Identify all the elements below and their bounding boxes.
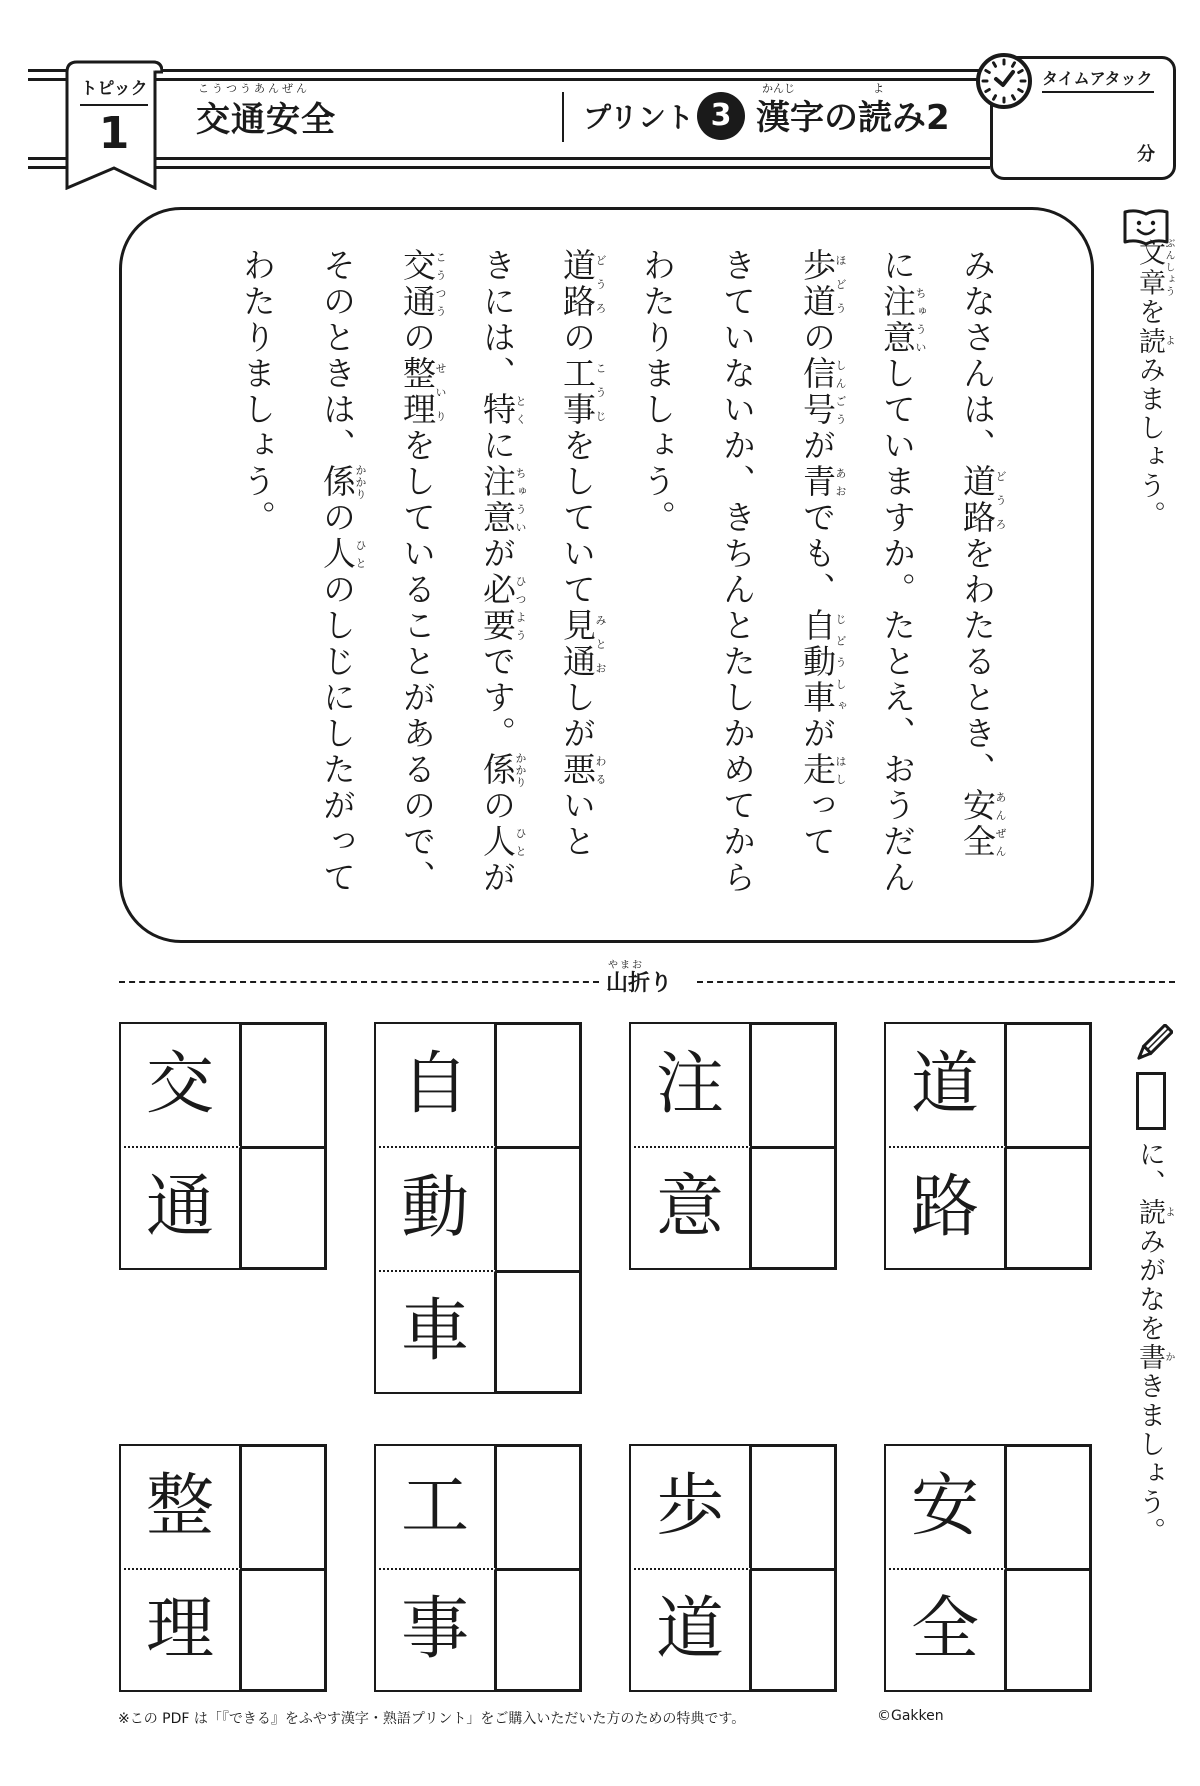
- reading-answer-field[interactable]: [242, 1444, 327, 1568]
- ruby-word: [798, 608, 847, 716]
- word-box: [374, 1022, 582, 1394]
- furigana: こうつう: [434, 248, 447, 320]
- kanji-cell: 注: [629, 1022, 752, 1146]
- kanji: 道路: [958, 464, 997, 536]
- reading-answer-field[interactable]: [242, 1022, 327, 1146]
- fold-label: 山折り: [606, 971, 673, 996]
- furigana: ひつよう: [514, 572, 527, 644]
- passage-column: [557, 248, 607, 860]
- instr-text: みましょう。: [1134, 355, 1165, 530]
- text: でも、: [798, 500, 837, 608]
- ruby-word: [478, 392, 527, 428]
- instr-kanji: 読: [1134, 1198, 1165, 1227]
- reading-instruction: [1130, 238, 1174, 530]
- ruby-word: [798, 248, 847, 320]
- text: って: [798, 788, 837, 860]
- ruby-word: [478, 824, 527, 860]
- instr-kanji: 読: [1134, 326, 1165, 356]
- print-number-badge: 3: [697, 92, 745, 140]
- subtitle-ruby-kanji: かんじ: [762, 82, 795, 95]
- furigana: どうろ: [594, 248, 607, 320]
- text: をわたるとき、: [958, 536, 997, 788]
- kanji: 人: [478, 824, 517, 860]
- word-row: [374, 1568, 582, 1692]
- text: わたりましょう。: [638, 248, 677, 536]
- topic-number: 1: [98, 108, 130, 159]
- kanji-cell: 車: [374, 1270, 497, 1394]
- text: をしていて: [558, 428, 597, 608]
- word-row: [119, 1146, 327, 1270]
- header-top-line-2: [28, 78, 988, 81]
- word-box: [119, 1444, 327, 1692]
- topic-divider: [80, 104, 148, 106]
- furigana: こうじ: [594, 356, 607, 428]
- subtitle-part: 読: [858, 98, 892, 138]
- text: の: [798, 320, 837, 356]
- kanji: 特: [478, 392, 517, 428]
- reading-answer-field[interactable]: [1007, 1146, 1092, 1270]
- furigana: ひと: [354, 536, 367, 572]
- kanji: 注意: [478, 464, 517, 536]
- instr-ruby: ぶんしょう: [1163, 238, 1174, 298]
- furigana: ちゅうい: [514, 464, 527, 536]
- passage-column: [397, 248, 447, 896]
- kanji: 道路: [558, 248, 597, 320]
- furigana: ひと: [514, 824, 527, 860]
- kanji-cell: 通: [119, 1146, 242, 1270]
- header-bottom-line-1: [28, 157, 990, 160]
- word-row: [119, 1022, 327, 1146]
- furigana: はし: [834, 752, 847, 788]
- ruby-word: [798, 752, 847, 788]
- ruby-word: [798, 356, 847, 428]
- title-ruby: こうつうあんぜん: [198, 82, 310, 95]
- text: のしじにしたがって: [318, 572, 357, 896]
- text: が: [478, 536, 517, 572]
- kanji-cell: 道: [884, 1022, 1007, 1146]
- topic-label: トピック: [80, 79, 148, 99]
- kanji-cell: 意: [629, 1146, 752, 1270]
- time-attack-divider: [1042, 91, 1154, 93]
- instr-text: みがなを: [1134, 1227, 1165, 1343]
- fold-line-left: [119, 981, 599, 983]
- word-box: [629, 1022, 837, 1270]
- word-row: [629, 1022, 837, 1146]
- word-row: [374, 1270, 582, 1394]
- furigana: せいり: [434, 356, 447, 428]
- subtitle-part: み2: [892, 98, 950, 138]
- word-row: [374, 1146, 582, 1270]
- header-top-line-1: [28, 69, 988, 72]
- word-row: [629, 1444, 837, 1568]
- word-box: [884, 1022, 1092, 1270]
- reading-answer-field[interactable]: [497, 1022, 582, 1146]
- kanji: 係: [318, 464, 357, 500]
- ruby-word: [318, 464, 367, 500]
- reading-answer-field[interactable]: [497, 1146, 582, 1270]
- text: です。: [478, 644, 517, 752]
- text: をしていることがあるので、: [398, 428, 437, 896]
- instr-text: に、: [1134, 1140, 1165, 1198]
- reading-answer-field[interactable]: [752, 1022, 837, 1146]
- furigana: どうろ: [994, 464, 1007, 536]
- reading-answer-field[interactable]: [1007, 1022, 1092, 1146]
- text: きには、: [478, 248, 517, 392]
- text: していますか。たとえ、おうだん: [878, 356, 917, 896]
- kanji-cell: 自: [374, 1022, 497, 1146]
- reading-answer-field[interactable]: [1007, 1568, 1092, 1692]
- copyright: ©Gakken: [877, 1708, 944, 1724]
- reading-answer-field[interactable]: [242, 1568, 327, 1692]
- reading-answer-field[interactable]: [497, 1270, 582, 1394]
- passage-column: [237, 248, 277, 536]
- kanji-cell: 路: [884, 1146, 1007, 1270]
- passage-column: [957, 248, 1007, 860]
- kanji: 整理: [398, 356, 437, 428]
- ruby-word: [478, 572, 527, 644]
- word-row: [884, 1146, 1092, 1270]
- reading-answer-field[interactable]: [497, 1568, 582, 1692]
- kanji-cell: 事: [374, 1568, 497, 1692]
- word-box: [119, 1022, 327, 1270]
- kanji: 交通: [398, 248, 437, 320]
- ruby-word: [398, 248, 447, 320]
- instr-text: を: [1134, 297, 1165, 327]
- fold-line-right: [697, 981, 1175, 983]
- text: に: [478, 428, 517, 464]
- kanji: 信号: [798, 356, 837, 428]
- instr-ruby: よ: [1163, 1198, 1174, 1227]
- kanji: 工事: [558, 356, 597, 428]
- ruby-word: [878, 284, 927, 356]
- ruby-word: [798, 464, 847, 500]
- page-title: 交通安全: [196, 100, 336, 140]
- subtitle-ruby-yomi: よ: [873, 82, 884, 95]
- sample-answer-box-icon: [1136, 1072, 1166, 1130]
- text: きていないか、きちんとたしかめてから: [718, 248, 757, 896]
- subtitle-part: の: [824, 98, 858, 138]
- fold-ruby: やまお: [608, 960, 644, 971]
- ruby-word: [478, 752, 527, 788]
- furigana: ちゅうい: [914, 284, 927, 356]
- text: の: [478, 788, 517, 824]
- passage-column: [637, 248, 677, 536]
- subtitle-part: 漢字: [756, 98, 824, 138]
- text: そのときは、: [318, 248, 357, 464]
- reading-answer-field[interactable]: [752, 1146, 837, 1270]
- word-box: [629, 1444, 837, 1692]
- word-row: [119, 1568, 327, 1692]
- word-box: [374, 1444, 582, 1692]
- clock-icon: [975, 52, 1033, 110]
- ruby-word: [958, 788, 1007, 860]
- kanji: 見通: [558, 608, 597, 680]
- text: いと: [558, 788, 597, 860]
- kanji: 人: [318, 536, 357, 572]
- time-unit-minutes: 分: [1137, 144, 1155, 165]
- subtitle: [756, 90, 950, 139]
- reading-answer-field[interactable]: [752, 1444, 837, 1568]
- word-box: [884, 1444, 1092, 1692]
- kanji: 必要: [478, 572, 517, 644]
- ruby-word: [318, 536, 367, 572]
- ruby-word: [558, 356, 607, 428]
- furigana: みとお: [594, 608, 607, 680]
- instr-ruby: よ: [1163, 326, 1174, 356]
- kanji-cell: 工: [374, 1444, 497, 1568]
- kanji-cell: 動: [374, 1146, 497, 1270]
- ruby-word: [958, 464, 1007, 536]
- footer-note: ※この PDF は「『できる』をふやす漢字・熟語プリント」をご購入いただいた方のための特典です。: [118, 1711, 746, 1727]
- kanji-cell: 全: [884, 1568, 1007, 1692]
- word-row: [374, 1444, 582, 1568]
- header-separator: [562, 92, 564, 142]
- kanji-cell: 歩: [629, 1444, 752, 1568]
- word-row: [884, 1022, 1092, 1146]
- passage-column: [317, 248, 367, 896]
- reading-answer-field[interactable]: [752, 1568, 837, 1692]
- text: が: [798, 428, 837, 464]
- text: みなさんは、: [958, 248, 997, 464]
- furigana: しんごう: [834, 356, 847, 428]
- time-attack-label: タイムアタック: [1042, 69, 1153, 88]
- kanji-cell: 交: [119, 1022, 242, 1146]
- furigana: あお: [834, 464, 847, 500]
- kanji: 走: [798, 752, 837, 788]
- reading-answer-field[interactable]: [1007, 1444, 1092, 1568]
- furigana: ほどう: [834, 248, 847, 320]
- furigana: かかり: [354, 464, 367, 500]
- furigana: かかり: [514, 752, 527, 788]
- print-label: プリント: [583, 101, 694, 134]
- reading-answer-field[interactable]: [497, 1444, 582, 1568]
- word-row: [884, 1568, 1092, 1692]
- text: が: [798, 716, 837, 752]
- ruby-word: [558, 248, 607, 320]
- text: の: [558, 320, 597, 356]
- word-row: [629, 1568, 837, 1692]
- word-row: [374, 1022, 582, 1146]
- passage-column: [797, 248, 847, 860]
- furigana: とく: [514, 392, 527, 428]
- ruby-word: [478, 464, 527, 536]
- passage-column: [477, 248, 527, 896]
- furigana: じどうしゃ: [834, 608, 847, 716]
- word-row: [629, 1146, 837, 1270]
- word-row: [884, 1444, 1092, 1568]
- kanji: 注意: [878, 284, 917, 356]
- instr-text: きましょう。: [1134, 1372, 1165, 1546]
- ruby-word: [398, 356, 447, 428]
- instr-ruby: か: [1163, 1343, 1174, 1372]
- text: が: [478, 860, 517, 896]
- kanji: 係: [478, 752, 517, 788]
- furigana: あんぜん: [994, 788, 1007, 860]
- kanji-cell: 整: [119, 1444, 242, 1568]
- reading-answer-field[interactable]: [242, 1146, 327, 1270]
- kanji-cell: 理: [119, 1568, 242, 1692]
- text: しが: [558, 680, 597, 752]
- kanji-cell: 安: [884, 1444, 1007, 1568]
- instr-kanji: 書: [1134, 1343, 1165, 1372]
- kanji: 安全: [958, 788, 997, 860]
- text: に: [878, 248, 917, 284]
- passage-column: [717, 248, 757, 896]
- kanji: 青: [798, 464, 837, 500]
- writing-instruction: [1130, 1140, 1174, 1546]
- ruby-word: [558, 608, 607, 680]
- kanji: 悪: [558, 752, 597, 788]
- text: わたりましょう。: [238, 248, 277, 536]
- kanji: 歩道: [798, 248, 837, 320]
- text: の: [318, 500, 357, 536]
- furigana: わる: [594, 752, 607, 788]
- word-row: [119, 1444, 327, 1568]
- ruby-word: [558, 752, 607, 788]
- passage-column: [877, 248, 927, 896]
- header-bottom-line-2: [28, 166, 990, 169]
- kanji-cell: 道: [629, 1568, 752, 1692]
- kanji: 自動車: [798, 608, 837, 716]
- instr-kanji: 文章: [1134, 238, 1165, 298]
- text: の: [398, 320, 437, 356]
- pencil-icon: [1133, 1024, 1173, 1064]
